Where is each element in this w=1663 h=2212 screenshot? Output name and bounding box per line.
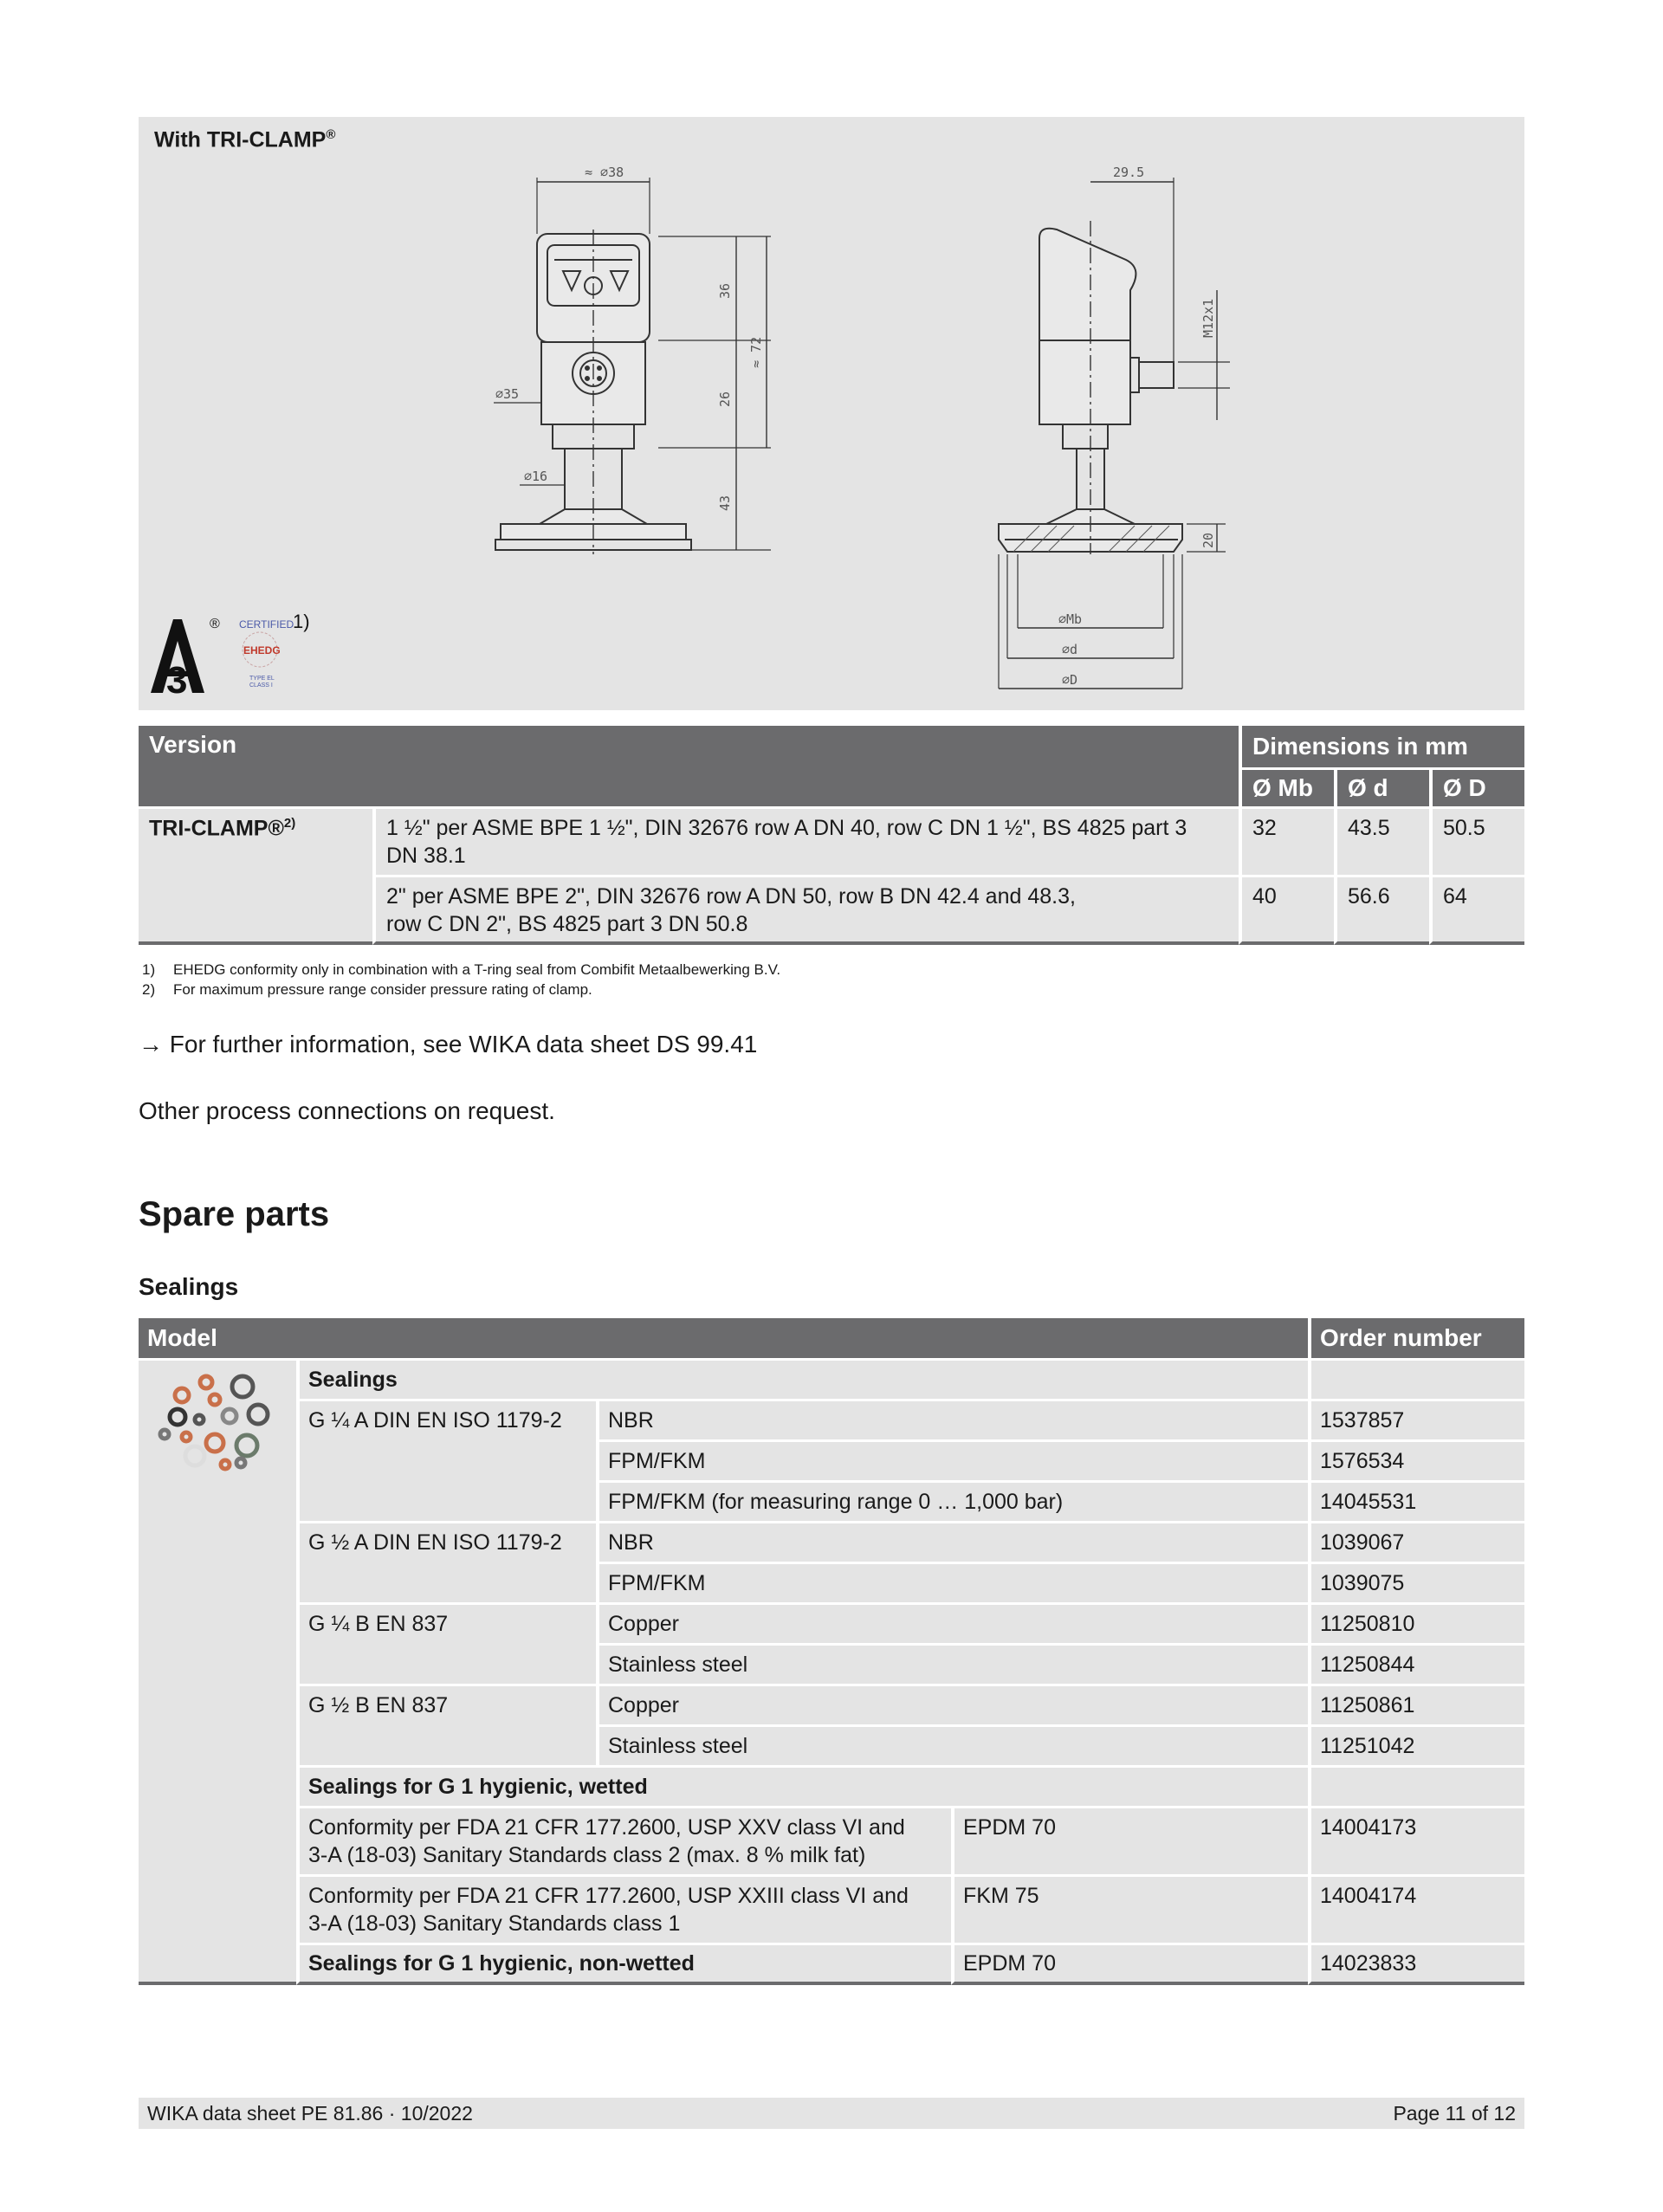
material-cell: FKM 75 (951, 1874, 1308, 1943)
subsection-title: Sealings (139, 1273, 239, 1300)
table-row (139, 1943, 1524, 1985)
dim-29-5: 29.5 (1113, 165, 1145, 180)
model-cell: G ¼ B EN 837 (296, 1602, 596, 1684)
header-version: Version (139, 726, 1239, 806)
order-number-cell: 14004174 (1308, 1874, 1524, 1943)
dim-approx-72: ≈ 72 (748, 336, 764, 368)
table-row (139, 1602, 1524, 1643)
footnotes (142, 960, 780, 999)
page-footer (139, 2098, 1524, 2129)
order-number-cell: 14045531 (1308, 1480, 1524, 1521)
order-number-cell: 1039075 (1308, 1562, 1524, 1602)
dim-26: 26 (717, 391, 733, 407)
row1-desc1: 1 ½" per ASME BPE 1 ½", DIN 32676 row A DN 40, row C DN 1 ½", BS 4825 part 3 (386, 816, 1187, 840)
row-label: TRI-CLAMP®$^{2)}$ (139, 806, 372, 945)
material-cell: NBR (596, 1399, 1308, 1439)
order-number-cell: 1576534 (1308, 1439, 1524, 1480)
row1-d: 43.5 (1334, 806, 1429, 875)
table-row (139, 1806, 1524, 1874)
col-d: Ø d (1334, 767, 1429, 806)
footnote-2: 2) For maximum pressure range consider pressure rating of clamp. (142, 981, 592, 998)
nonwetted-label: Sealings for G 1 hygienic, non-wetted (296, 1943, 951, 1985)
order-number-cell: 14023833 (1308, 1943, 1524, 1985)
dim-d: ⌀d (1062, 642, 1078, 657)
dimension-drawing (139, 117, 1524, 710)
table-row (139, 1874, 1524, 1943)
row2-d: 56.6 (1334, 875, 1429, 945)
dimensions-table (139, 726, 1524, 945)
material-cell: EPDM 70 (951, 1806, 1308, 1874)
dim-mb: ⌀Mb (1058, 611, 1083, 627)
other-connections-text: Other process connections on request. (139, 1097, 555, 1124)
model-cell: G ½ A DIN EN ISO 1179-2 (296, 1521, 596, 1602)
drawing-panel (139, 117, 1524, 710)
order-number-cell: 1039067 (1308, 1521, 1524, 1562)
dim-36: 36 (717, 282, 733, 299)
spare-parts-table (139, 1318, 1524, 1985)
svg-text:EHEDG: EHEDG (243, 644, 281, 656)
row2-desc2: row C DN 2", BS 4825 part 3 DN 50.8 (386, 912, 748, 936)
material-cell: Stainless steel (596, 1724, 1308, 1765)
footer-page-number: Page 11 of 12 (1393, 2102, 1516, 2125)
row2-mb: 40 (1239, 875, 1334, 945)
hygienic-desc-line2: 3-A (18-03) Sanitary Standards class 1 (308, 1911, 681, 1936)
dim-D: ⌀D (1062, 672, 1078, 688)
order-number-cell: 11251042 (1308, 1724, 1524, 1765)
dim-20: 20 (1200, 532, 1216, 548)
dim-43: 43 (717, 495, 733, 511)
material-cell: FPM/FKM (596, 1439, 1308, 1480)
group-hygienic-wetted: Sealings for G 1 hygienic, wetted (296, 1765, 1308, 1806)
svg-text:CLASS I: CLASS I (249, 682, 273, 689)
footer-datasheet-ref: WIKA data sheet PE 81.86 · 10/2022 (147, 2102, 473, 2125)
row2-desc1: 2" per ASME BPE 2", DIN 32676 row A DN 50, row B DN 42.4 and 48.3, (386, 884, 1076, 909)
model-cell: G ½ B EN 837 (296, 1684, 596, 1765)
ehedg-logo (239, 618, 294, 689)
order-number-cell: 14004173 (1308, 1806, 1524, 1874)
figure-title: With TRI-CLAMP® (154, 127, 336, 152)
further-info-text: → For further information, see WIKA data sheet DS 99.41 (139, 1031, 758, 1057)
group-sealings: Sealings (296, 1358, 1308, 1399)
svg-text:CERTIFIED: CERTIFIED (239, 618, 294, 631)
table-row (139, 806, 1524, 875)
order-number-cell: 11250844 (1308, 1643, 1524, 1684)
material-cell: Copper (596, 1684, 1308, 1724)
svg-text:TYPE EL: TYPE EL (249, 676, 275, 682)
model-cell: G ¼ A DIN EN ISO 1179-2 (296, 1399, 596, 1521)
order-number-cell: 11250861 (1308, 1684, 1524, 1724)
row1-mb: 32 (1239, 806, 1334, 875)
3a-logo (151, 617, 220, 702)
dim-approx-d38: ≈ ⌀38 (585, 165, 624, 180)
sealing-rings-picture (147, 1361, 286, 1473)
dim-m12x1: M12x1 (1200, 298, 1216, 338)
row1-D: 50.5 (1429, 806, 1524, 875)
table-row (139, 1399, 1524, 1439)
section-title: Spare parts (139, 1195, 330, 1233)
material-cell: Stainless steel (596, 1643, 1308, 1684)
order-number-cell: 1537857 (1308, 1399, 1524, 1439)
material-cell: Copper (596, 1602, 1308, 1643)
header-order-number: Order number (1308, 1318, 1524, 1358)
svg-text:3: 3 (166, 659, 188, 702)
hygienic-desc-line1: Conformity per FDA 21 CFR 177.2600, USP XXV class VI and (308, 1815, 905, 1840)
header-model: Model (139, 1318, 1308, 1358)
sealings-image (139, 1358, 296, 1985)
svg-text:®: ® (210, 617, 220, 631)
logo-footnote-ref: 1) (293, 611, 310, 632)
row2-D: 64 (1429, 875, 1524, 945)
material-cell: EPDM 70 (951, 1943, 1308, 1985)
material-cell: FPM/FKM (for measuring range 0 … 1,000 bar) (596, 1480, 1308, 1521)
footnote-1: 1) EHEDG conformity only in combination with a T-ring seal from Combifit Metaalbewerking B.V. (142, 961, 781, 978)
material-cell: FPM/FKM (596, 1562, 1308, 1602)
dim-d16: ⌀16 (524, 469, 548, 484)
header-dimensions: Dimensions in mm (1239, 726, 1524, 767)
dim-d35: ⌀35 (495, 386, 520, 402)
table-row (139, 1521, 1524, 1562)
material-cell: NBR (596, 1521, 1308, 1562)
table-row (139, 1684, 1524, 1724)
row1-desc2: DN 38.1 (386, 844, 466, 868)
order-number-cell: 11250810 (1308, 1602, 1524, 1643)
hygienic-desc-line2: 3-A (18-03) Sanitary Standards class 2 (max. 8 % milk fat) (308, 1843, 866, 1867)
hygienic-desc-line1: Conformity per FDA 21 CFR 177.2600, USP XXIII class VI and (308, 1884, 909, 1908)
col-mb: Ø Mb (1239, 767, 1334, 806)
col-D: Ø D (1429, 767, 1524, 806)
